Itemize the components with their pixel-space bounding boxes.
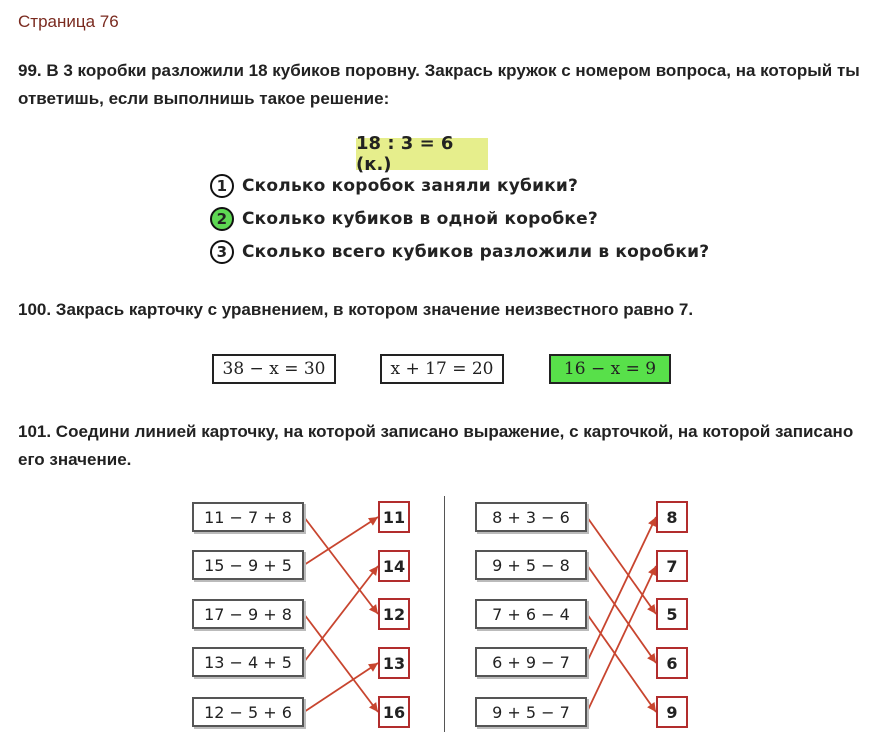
left-value-card[interactable]: 16 xyxy=(378,696,410,728)
right-value-card[interactable]: 8 xyxy=(656,501,688,533)
right-value-card[interactable]: 9 xyxy=(656,696,688,728)
task-99-text: 99. В 3 коробки разложили 18 кубиков поровну. Закрась кружок с номером вопроса, на который ты ответишь, если выполнишь такое решение: xyxy=(18,61,860,108)
right-expression-card[interactable]: 9 + 5 − 8 xyxy=(475,550,587,580)
arrow-head-icon xyxy=(368,517,378,526)
left-value-card[interactable]: 12 xyxy=(378,598,410,630)
left-expression-card[interactable]: 12 − 5 + 6 xyxy=(192,697,304,727)
left-expression-card[interactable]: 11 − 7 + 8 xyxy=(192,502,304,532)
left-expression-card[interactable]: 15 − 9 + 5 xyxy=(192,550,304,580)
right-value-card[interactable]: 7 xyxy=(656,550,688,582)
left-value-card[interactable]: 11 xyxy=(378,501,410,533)
page-label: Страница 76 xyxy=(18,12,119,31)
right-expression-card[interactable]: 6 + 9 − 7 xyxy=(475,647,587,677)
task-101-text: 101. Соедини линией карточку, на которой записано выражение, с карточкой, на которой записано его значение. xyxy=(18,422,854,469)
right-match-line xyxy=(587,614,656,712)
left-expression-card[interactable]: 17 − 9 + 8 xyxy=(192,599,304,629)
left-value-card[interactable]: 13 xyxy=(378,647,410,679)
question-number-circle[interactable]: 3 xyxy=(210,240,234,264)
right-value-card[interactable]: 6 xyxy=(656,647,688,679)
equation-card-3[interactable]: 16 − x = 9 xyxy=(549,354,671,384)
right-expression-card[interactable]: 7 + 6 − 4 xyxy=(475,599,587,629)
equation-card-2[interactable]: x + 17 = 20 xyxy=(380,354,504,384)
arrow-head-icon xyxy=(647,604,656,614)
question-text: Сколько коробок заняли кубики? xyxy=(242,176,579,196)
question-text: Сколько кубиков в одной коробке? xyxy=(242,209,598,229)
right-match-line xyxy=(587,565,656,663)
question-text: Сколько всего кубиков разложили в коробки? xyxy=(242,242,710,262)
arrow-head-icon xyxy=(647,653,656,663)
left-match-line xyxy=(304,663,378,712)
arrow-head-icon xyxy=(369,604,378,614)
task-100-text: 100. Закрась карточку с уравнением, в котором значение неизвестного равно 7. xyxy=(18,300,694,319)
left-expression-card[interactable]: 13 − 4 + 5 xyxy=(192,647,304,677)
left-match-line xyxy=(304,614,378,712)
right-match-line xyxy=(587,517,656,614)
left-match-line xyxy=(304,517,378,565)
arrow-head-icon xyxy=(368,663,378,672)
question-number-circle[interactable]: 2 xyxy=(210,207,234,231)
question-number-circle[interactable]: 1 xyxy=(210,174,234,198)
right-expression-card[interactable]: 8 + 3 − 6 xyxy=(475,502,587,532)
column-divider xyxy=(444,496,445,732)
right-value-card[interactable]: 5 xyxy=(656,598,688,630)
arrow-head-icon xyxy=(647,702,656,712)
left-match-line xyxy=(304,517,378,614)
equation-card-1[interactable]: 38 − x = 30 xyxy=(212,354,336,384)
left-match-line xyxy=(304,566,378,662)
task-99-formula: 18 : 3 = 6 (к.) xyxy=(356,138,488,170)
arrow-head-icon xyxy=(369,702,378,712)
arrow-head-icon xyxy=(369,566,378,576)
left-value-card[interactable]: 14 xyxy=(378,550,410,582)
right-expression-card[interactable]: 9 + 5 − 7 xyxy=(475,697,587,727)
